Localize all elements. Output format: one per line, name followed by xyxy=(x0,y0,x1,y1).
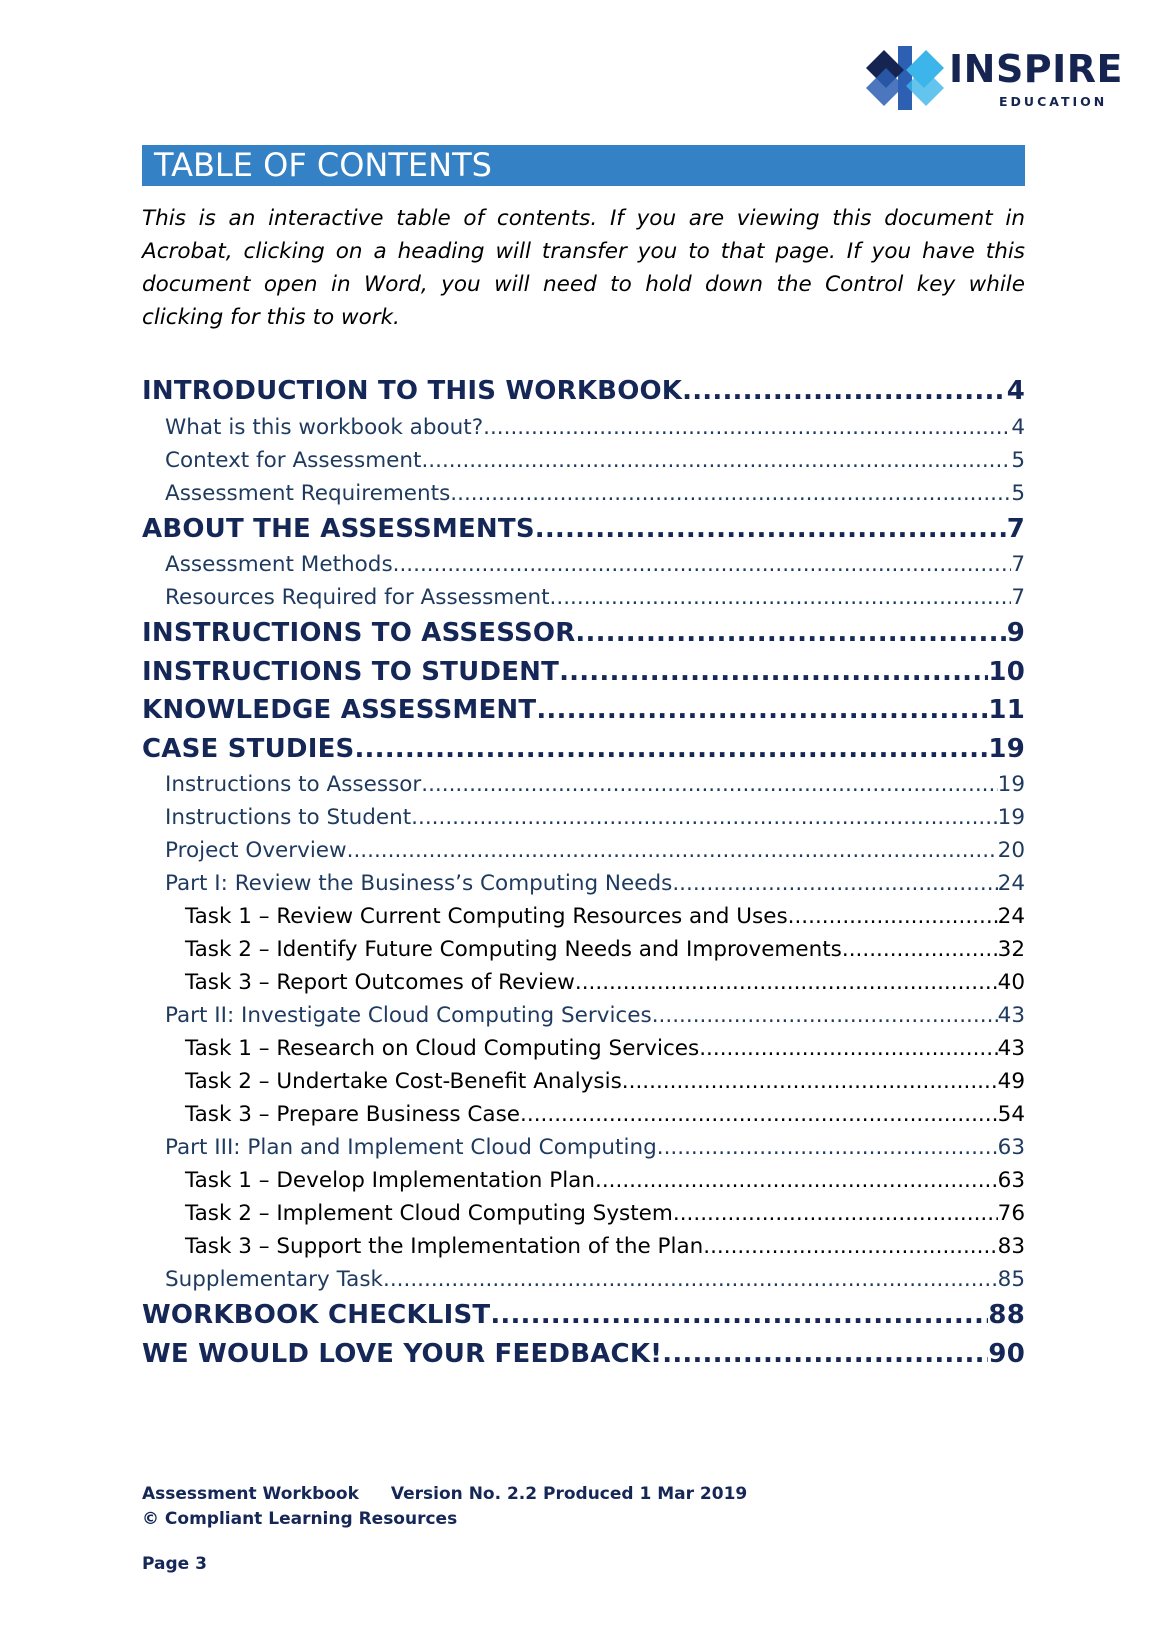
toc-entry-title: Task 2 – Undertake Cost-Benefit Analysis xyxy=(185,1069,622,1094)
toc-entry-page: 19 xyxy=(997,805,1025,830)
toc-entry-title: Task 1 – Develop Implementation Plan xyxy=(185,1168,595,1193)
toc-entry-level-1[interactable] xyxy=(142,691,1025,730)
toc-entry-level-3[interactable] xyxy=(142,1230,1025,1263)
toc-dot-leader xyxy=(699,1032,997,1065)
table-of-contents xyxy=(142,372,1025,1373)
toc-intro-paragraph: This is an interactive table of contents. If you are viewing this document in Acrobat, clicking on a heading will transfer you to that page. If you have this document open in Word, you will need to hold down the Control key while clicking for this to work. xyxy=(142,206,1025,330)
toc-dot-leader xyxy=(535,510,1007,549)
toc-entry-title: Part III: Plan and Implement Cloud Computing xyxy=(165,1135,657,1160)
toc-entry-level-2[interactable] xyxy=(142,411,1025,444)
toc-entry-level-3[interactable] xyxy=(142,1197,1025,1230)
toc-dot-leader xyxy=(652,999,998,1032)
toc-entry-page: 54 xyxy=(997,1102,1025,1127)
toc-dot-leader xyxy=(383,1263,998,1296)
toc-dot-leader xyxy=(842,933,998,966)
toc-entry-level-2[interactable] xyxy=(142,801,1025,834)
toc-dot-leader xyxy=(703,1230,997,1263)
toc-entry-title: Assessment Methods xyxy=(165,552,393,577)
toc-entry-page: 83 xyxy=(997,1234,1025,1259)
toc-dot-leader xyxy=(575,966,998,999)
toc-entry-page: 19 xyxy=(988,733,1025,764)
toc-dot-leader xyxy=(483,411,1011,444)
toc-dot-leader xyxy=(559,653,988,692)
toc-entry-title: KNOWLEDGE ASSESSMENT xyxy=(142,695,537,725)
footer-line-1 xyxy=(142,1482,747,1507)
toc-entry-page: 90 xyxy=(988,1338,1025,1369)
logo-mark-icon xyxy=(866,46,946,116)
toc-entry-page: 24 xyxy=(997,904,1025,929)
toc-entry-title: Assessment Requirements xyxy=(165,480,451,506)
toc-entry-level-3[interactable] xyxy=(142,1098,1025,1131)
toc-entry-title: Task 1 – Review Current Computing Resources and Uses xyxy=(185,904,788,929)
toc-entry-page: 7 xyxy=(1011,585,1025,610)
toc-entry-level-1[interactable] xyxy=(142,614,1025,653)
toc-entry-page: 5 xyxy=(1011,447,1025,473)
toc-entry-level-1[interactable] xyxy=(142,510,1025,549)
toc-entry-page: 11 xyxy=(988,695,1025,725)
footer-doc-type: Assessment Workbook xyxy=(142,1484,359,1504)
toc-entry-level-1[interactable] xyxy=(142,730,1025,769)
toc-dot-leader xyxy=(672,867,997,900)
toc-entry-level-3[interactable] xyxy=(142,1065,1025,1098)
toc-entry-page: 7 xyxy=(1006,513,1025,544)
toc-entry-page: 5 xyxy=(1011,480,1025,506)
toc-entry-level-3[interactable] xyxy=(142,933,1025,966)
toc-entry-level-2[interactable] xyxy=(142,1263,1025,1296)
toc-entry-title: Task 3 – Prepare Business Case xyxy=(185,1102,521,1127)
toc-entry-level-1[interactable] xyxy=(142,1335,1025,1374)
toc-entry-level-2[interactable] xyxy=(142,768,1025,801)
toc-entry-level-3[interactable] xyxy=(142,1164,1025,1197)
toc-entry-title: Supplementary Task xyxy=(165,1267,383,1292)
toc-entry-page: 76 xyxy=(997,1201,1025,1226)
footer xyxy=(142,1482,747,1532)
toc-entry-level-2[interactable] xyxy=(142,1131,1025,1164)
toc-entry-level-1[interactable] xyxy=(142,372,1025,411)
toc-entry-level-3[interactable] xyxy=(142,1032,1025,1065)
toc-entry-title: Resources Required for Assessment xyxy=(165,585,550,610)
footer-copyright: © Compliant Learning Resources xyxy=(142,1509,458,1529)
logo-wordmark: INSPIRE xyxy=(949,47,1124,91)
logo-subtitle: EDUCATION xyxy=(999,94,1108,109)
toc-entry-title: INTRODUCTION TO THIS WORKBOOK xyxy=(142,376,683,406)
toc-dot-leader xyxy=(354,730,988,769)
toc-entry-title: Task 3 – Support the Implementation of the Plan xyxy=(185,1234,704,1259)
toc-entry-level-3[interactable] xyxy=(142,900,1025,933)
toc-entry-level-2[interactable] xyxy=(142,477,1025,510)
toc-entry-title: Project Overview xyxy=(165,838,347,863)
inspire-education-logo xyxy=(866,46,1136,116)
toc-entry-page: 63 xyxy=(997,1168,1025,1193)
toc-entry-page: 24 xyxy=(997,871,1025,896)
toc-entry-level-2[interactable] xyxy=(142,548,1025,581)
toc-entry-level-1[interactable] xyxy=(142,1296,1025,1335)
toc-entry-page: 40 xyxy=(997,970,1025,995)
toc-dot-leader xyxy=(347,834,998,867)
toc-entry-page: 4 xyxy=(1006,376,1025,406)
toc-entry-page: 85 xyxy=(997,1267,1025,1292)
toc-dot-leader xyxy=(411,801,997,834)
toc-entry-level-2[interactable] xyxy=(142,834,1025,867)
toc-entry-page: 20 xyxy=(997,838,1025,863)
toc-entry-page: 43 xyxy=(997,1003,1025,1028)
toc-entry-title: Part II: Investigate Cloud Computing Services xyxy=(165,1003,652,1028)
toc-dot-leader xyxy=(520,1098,998,1131)
toc-dot-leader xyxy=(575,614,1006,653)
toc-entry-title: Task 3 – Report Outcomes of Review xyxy=(185,970,575,995)
toc-entry-title: Instructions to Student xyxy=(165,805,412,830)
toc-dot-leader xyxy=(536,691,988,730)
toc-entry-level-2[interactable] xyxy=(142,867,1025,900)
toc-dot-leader xyxy=(682,372,1007,411)
footer-version: Version No. 2.2 Produced 1 Mar 2019 xyxy=(390,1484,748,1504)
toc-entry-title: Instructions to Assessor xyxy=(165,772,422,797)
toc-entry-title: INSTRUCTIONS TO STUDENT xyxy=(142,656,560,687)
toc-entry-title: Task 1 – Research on Cloud Computing Services xyxy=(185,1036,700,1061)
toc-entry-page: 43 xyxy=(997,1036,1025,1061)
toc-dot-leader xyxy=(673,1197,998,1230)
toc-entry-page: 19 xyxy=(997,772,1025,797)
toc-entry-level-2[interactable] xyxy=(142,999,1025,1032)
toc-entry-page: 32 xyxy=(997,937,1025,962)
toc-dot-leader xyxy=(450,477,1011,510)
toc-entry-page: 10 xyxy=(988,656,1025,687)
toc-dot-leader xyxy=(421,444,1011,477)
toc-dot-leader xyxy=(393,548,1012,581)
toc-entry-title: Context for Assessment xyxy=(165,447,422,473)
toc-entry-level-2[interactable] xyxy=(142,581,1025,614)
toc-entry-title: WORKBOOK CHECKLIST xyxy=(142,1300,491,1330)
toc-entry-page: 49 xyxy=(997,1069,1025,1094)
toc-entry-page: 7 xyxy=(1011,552,1025,577)
toc-banner: TABLE OF CONTENTS xyxy=(142,145,1025,186)
toc-entry-title: WE WOULD LOVE YOUR FEEDBACK! xyxy=(142,1338,663,1369)
toc-entry-page: 9 xyxy=(1006,618,1025,648)
toc-entry-title: INSTRUCTIONS TO ASSESSOR xyxy=(142,618,576,648)
toc-entry-title: ABOUT THE ASSESSMENTS xyxy=(142,513,535,544)
toc-dot-leader xyxy=(550,581,1012,614)
toc-dot-leader xyxy=(421,768,997,801)
toc-entry-page: 4 xyxy=(1011,414,1025,440)
toc-entry-title: Task 2 – Identify Future Computing Needs and Improvements xyxy=(185,937,842,962)
toc-dot-leader xyxy=(657,1131,998,1164)
toc-entry-title: What is this workbook about? xyxy=(165,414,484,440)
page-number: Page 3 xyxy=(142,1554,207,1574)
toc-entry-level-3[interactable] xyxy=(142,966,1025,999)
toc-entry-title: Part I: Review the Business’s Computing Needs xyxy=(165,871,673,896)
toc-entry-page: 88 xyxy=(988,1300,1025,1330)
logo-mark-bar-mid xyxy=(898,46,912,110)
toc-dot-leader xyxy=(662,1335,988,1374)
toc-dot-leader xyxy=(595,1164,998,1197)
toc-dot-leader xyxy=(490,1296,988,1335)
toc-entry-level-2[interactable] xyxy=(142,444,1025,477)
toc-dot-leader xyxy=(622,1065,998,1098)
toc-entry-level-1[interactable] xyxy=(142,653,1025,692)
toc-dot-leader xyxy=(788,900,998,933)
toc-entry-title: CASE STUDIES xyxy=(142,733,355,764)
toc-entry-title: Task 2 – Implement Cloud Computing System xyxy=(185,1201,673,1226)
toc-entry-page: 63 xyxy=(997,1135,1025,1160)
